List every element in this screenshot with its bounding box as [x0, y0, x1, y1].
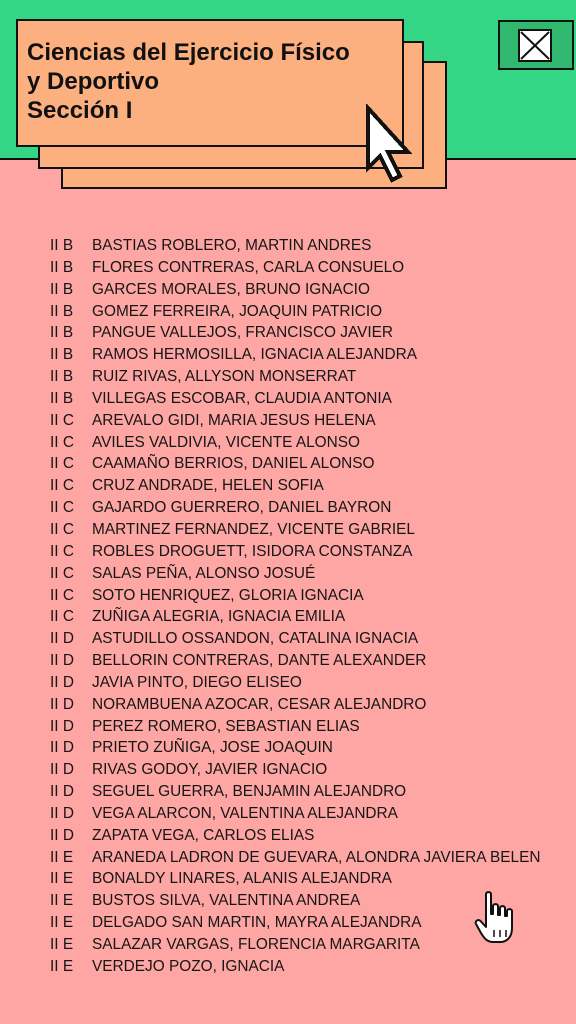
- student-name: FLORES CONTRERAS, CARLA CONSUELO: [92, 258, 405, 276]
- student-group: II D: [50, 630, 74, 648]
- student-name: DELGADO SAN MARTIN, MAYRA ALEJANDRA: [92, 914, 422, 932]
- student-group: II B: [50, 324, 74, 342]
- list-item: [50, 497, 540, 519]
- student-group: II D: [50, 695, 74, 713]
- student-group: II C: [50, 455, 74, 473]
- list-item: [50, 716, 540, 738]
- student-name: SOTO HENRIQUEZ, GLORIA IGNACIA: [92, 586, 364, 604]
- arrow-cursor-icon: [364, 104, 412, 184]
- list-item: [50, 279, 540, 301]
- student-name: MARTINEZ FERNANDEZ, VICENTE GABRIEL: [92, 520, 415, 538]
- student-name: AREVALO GIDI, MARIA JESUS HELENA: [92, 411, 376, 429]
- student-name: ZAPATA VEGA, CARLOS ELIAS: [92, 826, 315, 844]
- list-item: [50, 322, 540, 344]
- student-group: II E: [50, 936, 74, 953]
- student-name: PEREZ ROMERO, SEBASTIAN ELIAS: [92, 717, 360, 735]
- close-icon: [518, 29, 552, 62]
- page-title: [27, 38, 397, 125]
- student-group: II B: [50, 280, 74, 298]
- student-name: BASTIAS ROBLERO, MARTIN ANDRES: [92, 237, 372, 254]
- student-name: BONALDY LINARES, ALANIS ALEJANDRA: [92, 870, 392, 888]
- list-item: [50, 956, 540, 978]
- student-group: II C: [50, 520, 74, 538]
- list-item: [50, 650, 540, 672]
- student-group: II C: [50, 499, 74, 517]
- list-item: [50, 541, 540, 563]
- list-item: [50, 453, 540, 475]
- title-line: Ciencias del Ejercicio Físico: [27, 39, 350, 66]
- student-name: SEGUEL GUERRA, BENJAMIN ALEJANDRO: [92, 783, 407, 801]
- student-group: II B: [50, 346, 74, 364]
- student-group: II D: [50, 739, 74, 757]
- list-item: [50, 912, 540, 934]
- list-item: [50, 344, 540, 366]
- student-name: ASTUDILLO OSSANDON, CATALINA IGNACIA: [92, 630, 419, 648]
- list-item: [50, 890, 540, 912]
- student-name: GAJARDO GUERRERO, DANIEL BAYRON: [92, 499, 392, 517]
- student-group: II B: [50, 237, 74, 254]
- student-name: VILLEGAS ESCOBAR, CLAUDIA ANTONIA: [92, 389, 392, 407]
- student-group: II C: [50, 586, 74, 604]
- list-item: [50, 694, 540, 716]
- student-name: ZUÑIGA ALEGRIA, IGNACIA EMILIA: [92, 608, 346, 626]
- student-group: II E: [50, 914, 74, 932]
- student-group: II D: [50, 652, 74, 670]
- student-name: GARCES MORALES, BRUNO IGNACIO: [92, 280, 370, 298]
- close-button[interactable]: [498, 20, 574, 70]
- list-item: [50, 366, 540, 388]
- student-name: VERDEJO POZO, IGNACIA: [92, 957, 285, 975]
- list-item: [50, 410, 540, 432]
- list-item: [50, 781, 540, 803]
- student-group: II C: [50, 608, 74, 626]
- student-name: CRUZ ANDRADE, HELEN SOFIA: [92, 477, 324, 495]
- student-name: SALAS PEÑA, ALONSO JOSUÉ: [92, 564, 316, 582]
- student-group: II B: [50, 302, 74, 320]
- student-group: II B: [50, 389, 74, 407]
- list-item: [50, 825, 540, 847]
- student-group: II B: [50, 258, 74, 276]
- list-item: [50, 301, 540, 323]
- list-item: [50, 868, 540, 890]
- student-group: II E: [50, 870, 74, 888]
- student-name: RIVAS GODOY, JAVIER IGNACIO: [92, 761, 328, 779]
- student-name: VEGA ALARCON, VALENTINA ALEJANDRA: [92, 804, 398, 822]
- student-name: BUSTOS SILVA, VALENTINA ANDREA: [92, 892, 361, 910]
- list-item: [50, 737, 540, 759]
- student-group: II D: [50, 826, 74, 844]
- student-name: ROBLES DROGUETT, ISIDORA CONSTANZA: [92, 542, 413, 560]
- list-item: [50, 672, 540, 694]
- list-item: [50, 759, 540, 781]
- list-item: [50, 388, 540, 410]
- student-group: II D: [50, 804, 74, 822]
- student-name: JAVIA PINTO, DIEGO ELISEO: [92, 673, 302, 691]
- student-group: II D: [50, 717, 74, 735]
- list-item: [50, 519, 540, 541]
- student-group: II E: [50, 892, 74, 910]
- student-name: ARANEDA LADRON DE GUEVARA, ALONDRA JAVIERA BELEN: [92, 848, 541, 866]
- student-group: II C: [50, 477, 74, 495]
- student-name: AVILES VALDIVIA, VICENTE ALONSO: [92, 433, 361, 451]
- list-item: [50, 803, 540, 825]
- list-item: [50, 563, 540, 585]
- student-name: PRIETO ZUÑIGA, JOSE JOAQUIN: [92, 739, 333, 757]
- student-name: GOMEZ FERREIRA, JOAQUIN PATRICIO: [92, 302, 383, 320]
- list-item: [50, 475, 540, 497]
- student-group: II C: [50, 542, 74, 560]
- student-group: II D: [50, 783, 74, 801]
- student-name: BELLORIN CONTRERAS, DANTE ALEXANDER: [92, 652, 427, 670]
- list-item: [50, 235, 540, 257]
- list-item: [50, 628, 540, 650]
- student-name: SALAZAR VARGAS, FLORENCIA MARGARITA: [92, 936, 420, 953]
- student-name: RAMOS HERMOSILLA, IGNACIA ALEJANDRA: [92, 346, 417, 364]
- student-name: NORAMBUENA AZOCAR, CESAR ALEJANDRO: [92, 695, 427, 713]
- list-item: [50, 257, 540, 279]
- list-item: [50, 934, 540, 956]
- student-group: II C: [50, 411, 74, 429]
- hand-cursor-icon: [474, 890, 524, 948]
- student-group: II E: [50, 957, 74, 975]
- student-group: II B: [50, 368, 74, 386]
- title-line: Sección I: [27, 97, 133, 124]
- student-name: RUIZ RIVAS, ALLYSON MONSERRAT: [92, 368, 357, 386]
- student-list: [50, 235, 540, 978]
- student-name: CAAMAÑO BERRIOS, DANIEL ALONSO: [92, 455, 375, 473]
- list-item: [50, 432, 540, 454]
- list-item: [50, 606, 540, 628]
- list-item: [50, 847, 540, 869]
- student-group: II C: [50, 433, 74, 451]
- student-name: PANGUE VALLEJOS, FRANCISCO JAVIER: [92, 324, 394, 342]
- student-group: II E: [50, 848, 74, 866]
- student-group: II D: [50, 761, 74, 779]
- student-group: II C: [50, 564, 74, 582]
- title-line: y Deportivo: [27, 68, 160, 95]
- list-item: [50, 585, 540, 607]
- student-group: II D: [50, 673, 74, 691]
